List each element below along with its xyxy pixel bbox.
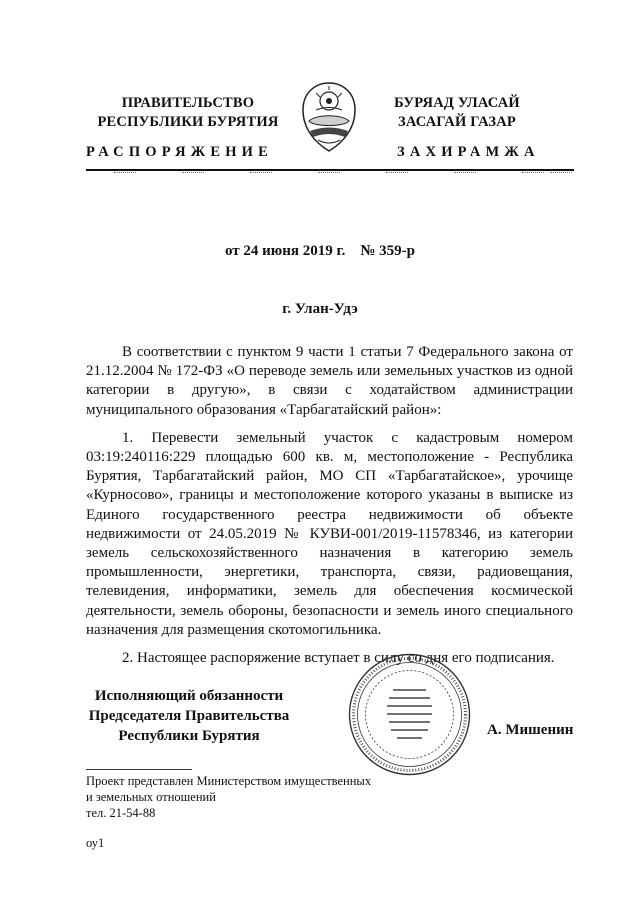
item-1-paragraph: 1. Перевести земельный участок с кадастровым номером 03:19:240116:229 площадью 600 кв. м, местоположение - Республика Бурятия, Тарбагатайский район, МО СП «Тарбагатайское», урочище «Курносово», границы и местоположение которого указаны в выписке из Единого государственного реестра недвижимости об объекте недвижимости от 24.05.2019 № КУВИ-001/2019-11578346, из категории земель сельскохозяйственного назначения в категорию земель промышленности, энергетики, транспорта, связи, радиовещания, телевидения, информатики, земель для обеспечения космической деятельности, земель обороны, безопасности и земель иного специального назначения для размещения скотомогильника. [86, 429, 573, 638]
header-divider [86, 169, 574, 171]
dotted-fill-line [90, 172, 572, 182]
official-seal-icon [347, 652, 472, 777]
header-left [88, 94, 288, 132]
signatory-title-line1: Исполняющий обязанности [94, 688, 284, 704]
city: г. Улан-Удэ [282, 301, 358, 317]
footer-line1: Проект представлен Министерством имущественных [86, 774, 372, 788]
signatory-title-line2: Председателя Правительства [88, 708, 290, 724]
signatory-title [86, 686, 292, 746]
document-body [86, 343, 573, 677]
doc-type-ru: РАСПОРЯЖЕНИЕ [86, 144, 274, 160]
header-right-line1: БУРЯАД УЛАСАЙ [394, 95, 520, 111]
intro-paragraph: В соответствии с пунктом 9 части 1 статьи 7 Федерального закона от 21.12.2004 № 172-ФЗ «О переводе земель или земельных участков из одной категории в другую», в связи с ходатайством администрации муниципального образования «Тарбагатайский район»: [86, 344, 573, 418]
footer-phone: тел. 21-54-88 [86, 806, 156, 820]
header-left-line1: ПРАВИТЕЛЬСТВО [121, 95, 255, 111]
footer-note [86, 773, 371, 821]
footer-code: оу1 [86, 836, 105, 850]
header-right-line2: ЗАСАГАЙ ГАЗАР [398, 114, 516, 130]
header-left-line2: РЕСПУБЛИКИ БУРЯТИЯ [97, 114, 279, 130]
coat-of-arms-icon [296, 80, 362, 154]
date-number: от 24 июня 2019 г. № 359-р [224, 243, 416, 259]
item-2-paragraph: 2. Настоящее распоряжение вступает в силу со дня его подписания. [122, 650, 555, 667]
signatory-title-line3: Республики Бурятия [118, 728, 260, 744]
doc-type-bua: ЗАХИРАМЖА [397, 144, 540, 160]
footer-divider [86, 769, 192, 770]
signatory-name: А. Мишенин [487, 722, 574, 738]
footer-line2: и земельных отношений [86, 790, 216, 804]
header-right [372, 94, 542, 132]
